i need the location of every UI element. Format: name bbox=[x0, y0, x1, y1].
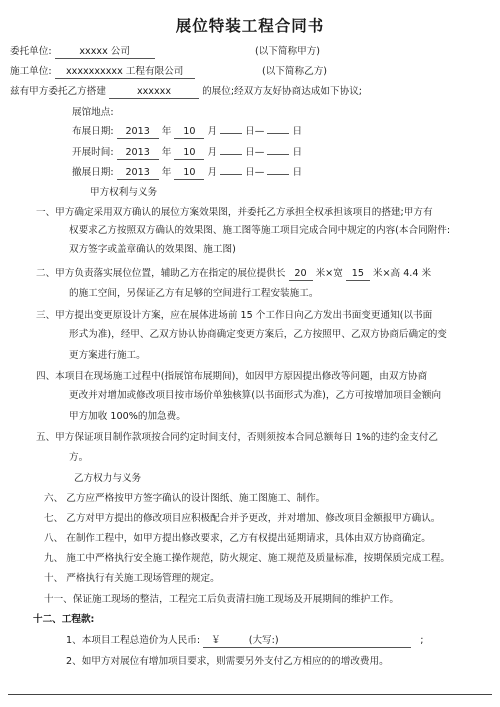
clause-1-line-3: 双方签字或盖章确认的效果图、施工图) bbox=[69, 244, 236, 255]
date-year-unit: 年 bbox=[161, 126, 172, 137]
party-b-row bbox=[10, 63, 195, 79]
date-row-teardown bbox=[72, 164, 302, 180]
section-party-b: 乙方权力与义务 bbox=[74, 473, 142, 484]
date-label: 撤展日期: bbox=[72, 167, 114, 178]
date-day-start-blank bbox=[220, 154, 242, 155]
clause-5-line-1: 五、甲方保证项目制作款项按合同约定时间支付，否则须按本合同总额每日 1%的违约金支付乙 bbox=[36, 432, 439, 443]
venue-label: 展馆地点: bbox=[72, 107, 114, 118]
clause-6: 六、 乙方应严格按甲方签字确认的设计图纸、施工图施工、制作。 bbox=[44, 493, 326, 504]
date-row-setup bbox=[72, 123, 302, 139]
clause-2-line-1 bbox=[36, 265, 431, 281]
clause-4-line-1: 四、本项目在现场施工过程中(指展馆布展期间)，如因甲方原因提出修改等问题，由双方协商 bbox=[36, 371, 428, 382]
booth-width: 15 bbox=[346, 268, 370, 281]
clause-3-line-1: 三、甲方提出变更原设计方案，应在展体进场前 15 个工作日向乙方发出书面变更通知(以书面 bbox=[36, 310, 433, 321]
payment-total-end: ; bbox=[420, 635, 424, 646]
intro-line bbox=[10, 83, 362, 99]
amount-in-words-label: (大写:) bbox=[248, 635, 279, 646]
clause-4-line-2: 更改并对增加或修改项目按市场价单独核算(以书面形式为准)，乙方可按增加项目金额向 bbox=[69, 390, 442, 401]
date-label: 布展日期: bbox=[72, 126, 114, 137]
clause-4-line-3: 甲方加收 100%的加急费。 bbox=[69, 411, 186, 422]
intro-pre: 兹有甲方委托乙方搭建 bbox=[10, 86, 106, 97]
clause-3-line-3: 更方案进行施工。 bbox=[69, 350, 146, 361]
party-b-note: (以下简称乙方) bbox=[262, 66, 328, 77]
date-day-end-unit: 日 bbox=[292, 126, 303, 137]
date-day-start-unit: 日— bbox=[245, 167, 265, 178]
date-month: 10 bbox=[174, 147, 204, 160]
payment-total-field bbox=[203, 635, 411, 648]
date-month-unit: 月 bbox=[207, 167, 218, 178]
clause-8: 八、 在制作工程中，如甲方提出修改要求，乙方有权提出延期请求，具体由双方协商确定。 bbox=[44, 533, 431, 544]
date-month: 10 bbox=[174, 126, 204, 139]
date-year: 2013 bbox=[117, 126, 159, 139]
party-b-value: xxxxxxxxxx 工程有限公司 bbox=[55, 66, 195, 79]
clause-2-line-2: 的施工空间，另保证乙方有足够的空间进行工程安装施工。 bbox=[69, 288, 319, 299]
date-month: 10 bbox=[174, 167, 204, 180]
footer-rule bbox=[8, 694, 492, 695]
clause-1-line-1: 一、甲方确定采用双方确认的展位方案效果图，并委托乙方承担全权承担该项目的搭建;甲方有 bbox=[36, 207, 433, 218]
date-day-end-blank bbox=[267, 154, 289, 155]
clause-9: 九、 施工中严格执行安全施工操作规范，防火规定、施工规范及质量标准，按期保质完成工程。 bbox=[44, 553, 450, 564]
date-day-start-unit: 日— bbox=[245, 147, 265, 158]
date-day-start-blank bbox=[220, 133, 242, 134]
date-year: 2013 bbox=[117, 147, 159, 160]
date-day-end-blank bbox=[267, 174, 289, 175]
clause-1-line-2: 权要求乙方按照双方确认的效果图、施工图等施工项目完成合同中规定的内容(本合同附件: bbox=[69, 225, 451, 236]
party-a-note: (以下简称甲方) bbox=[255, 46, 321, 57]
intro-value: xxxxxx bbox=[109, 86, 199, 99]
party-a-row bbox=[10, 43, 155, 59]
party-b-label: 施工单位: bbox=[10, 66, 52, 77]
date-day-end-unit: 日 bbox=[292, 147, 303, 158]
payment-total-label: 1、本项目工程总造价为人民币: bbox=[66, 635, 201, 646]
payment-extra-line: 2、如甲方对展位有增加项目要求，则需要另外支付乙方相应的的增改费用。 bbox=[66, 656, 389, 667]
clause-5-line-2: 方。 bbox=[69, 452, 89, 463]
date-day-start-blank bbox=[220, 174, 242, 175]
date-label: 开展时间: bbox=[72, 147, 114, 158]
date-row-open bbox=[72, 144, 302, 160]
document-title: 展位特装工程合同书 bbox=[175, 17, 325, 35]
clause-10: 十、 严格执行有关施工现场管理的规定。 bbox=[44, 573, 220, 584]
date-day-start-unit: 日— bbox=[245, 126, 265, 137]
clause-11: 十一、保证施工现场的整洁，工程完工后负责清扫施工现场及开展期间的维护工作。 bbox=[44, 594, 399, 605]
clause-7: 七、 乙方对甲方提出的修改项目应积极配合并予更改，并对增加、修改项目金额报甲方确认。 bbox=[44, 513, 441, 524]
booth-height-label: 米×高 4.4 米 bbox=[372, 268, 432, 279]
booth-length: 20 bbox=[289, 268, 313, 281]
date-month-unit: 月 bbox=[207, 147, 218, 158]
clause-2-text: 二、甲方负责落实展位位置，辅助乙方在指定的展位提供长 bbox=[36, 268, 286, 279]
date-year: 2013 bbox=[117, 167, 159, 180]
booth-width-label: 米×宽 bbox=[315, 268, 343, 279]
date-year-unit: 年 bbox=[161, 167, 172, 178]
date-day-end-blank bbox=[267, 133, 289, 134]
section-party-a: 甲方权利与义务 bbox=[90, 187, 158, 198]
date-day-end-unit: 日 bbox=[292, 167, 303, 178]
intro-post: 的展位;经双方友好协商达成如下协议; bbox=[202, 86, 363, 97]
party-a-label: 委托单位: bbox=[10, 46, 52, 57]
payment-total-line bbox=[66, 632, 423, 648]
party-a-value: xxxxx 公司 bbox=[55, 46, 155, 59]
clause-3-line-2: 形式为准)，经甲、乙双方协认协商确定变更方案后，乙方按照甲、乙双方协商后确定的变 bbox=[69, 329, 447, 340]
date-month-unit: 月 bbox=[207, 126, 218, 137]
currency-symbol: ￥ bbox=[211, 635, 221, 646]
clause-12-heading: 十二、工程款: bbox=[33, 614, 95, 625]
date-year-unit: 年 bbox=[161, 147, 172, 158]
